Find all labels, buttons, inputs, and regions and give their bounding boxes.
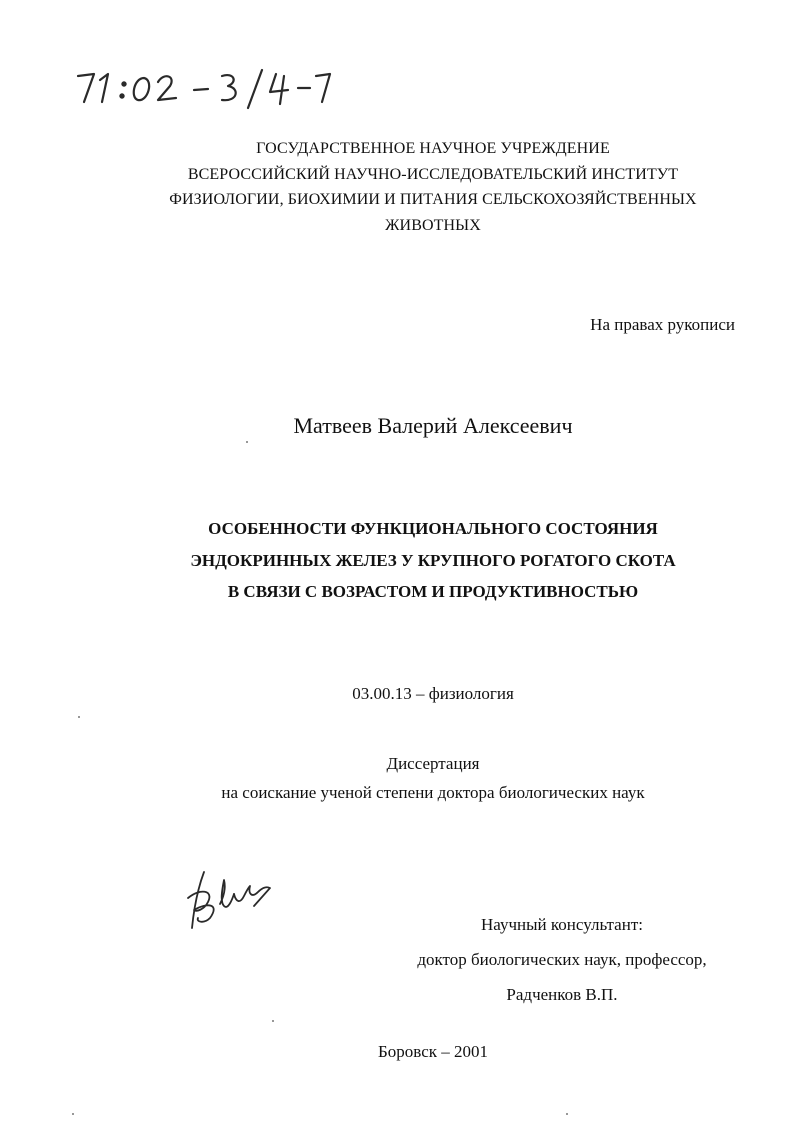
- degree-sought: на соискание ученой степени доктора биологических наук: [221, 783, 645, 802]
- institution-name: [0, 136, 793, 238]
- dissertation-title: [0, 513, 793, 608]
- handwritten-signature: [178, 858, 278, 938]
- consultant-label: Научный консультант:: [481, 915, 643, 934]
- scan-speck: [78, 716, 80, 718]
- institution-line: ЖИВОТНЫХ: [385, 216, 481, 234]
- scan-speck: [566, 1113, 568, 1115]
- specialty-code: 03.00.13 – физиология: [352, 684, 514, 703]
- institution-line: ФИЗИОЛОГИИ, БИОХИМИИ И ПИТАНИЯ СЕЛЬСКОХОЗЯЙСТВЕННЫХ: [169, 191, 697, 208]
- handwritten-archive-code: [72, 62, 332, 112]
- dissertation-label: Диссертация: [386, 754, 480, 773]
- scan-speck: [272, 1020, 274, 1022]
- title-line: В СВЯЗИ С ВОЗРАСТОМ И ПРОДУКТИВНОСТЬЮ: [227, 582, 639, 601]
- scan-speck: [72, 1113, 74, 1115]
- title-line: ОСОБЕННОСТИ ФУНКЦИОНАЛЬНОГО СОСТОЯНИЯ: [208, 519, 658, 538]
- title-line: ЭНДОКРИННЫХ ЖЕЛЕЗ У КРУПНОГО РОГАТОГО СКОТА: [190, 550, 676, 570]
- scan-speck: [246, 441, 248, 443]
- institution-line: ВСЕРОССИЙСКИЙ НАУЧНО-ИССЛЕДОВАТЕЛЬСКИЙ ИНСТИТУТ: [187, 165, 679, 183]
- place-and-year: Боровск – 2001: [378, 1042, 488, 1061]
- consultant-name: Радченков В.П.: [506, 985, 618, 1004]
- author-name: Матвеев Валерий Алексеевич: [293, 413, 573, 438]
- dissertation-type: [0, 749, 793, 807]
- institution-line: ГОСУДАРСТВЕННОЕ НАУЧНОЕ УЧРЕЖДЕНИЕ: [256, 140, 610, 157]
- consultant-degree: доктор биологических наук, профессор,: [417, 950, 707, 969]
- scientific-consultant: [312, 907, 793, 1012]
- manuscript-rights-note: На правах рукописи: [590, 315, 735, 334]
